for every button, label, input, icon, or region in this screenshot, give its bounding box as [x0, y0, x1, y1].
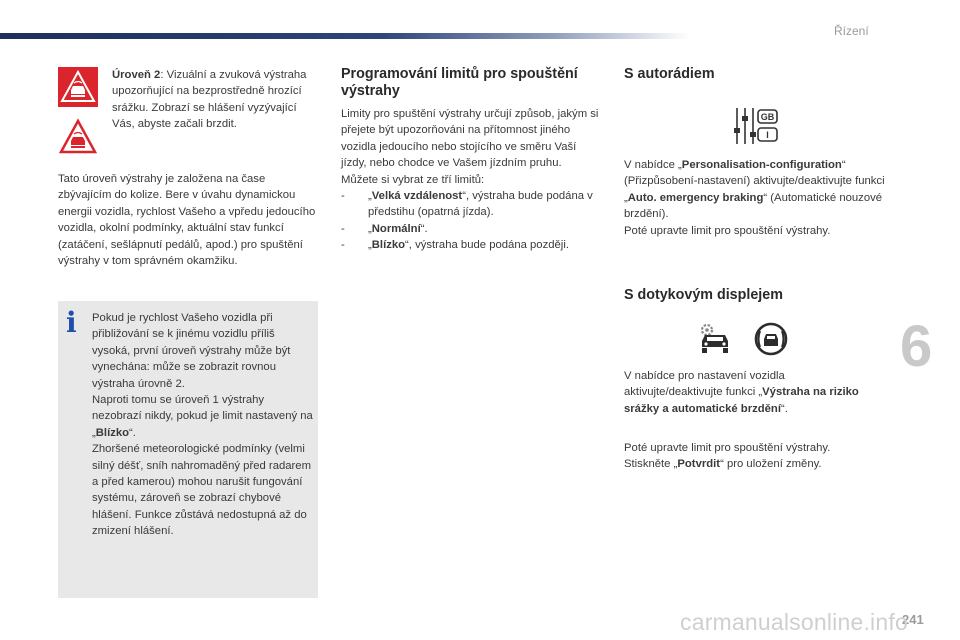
limit-option-close — [341, 237, 603, 253]
collision-warning-outline-icon — [58, 117, 98, 157]
info-paragraph-2 — [92, 392, 314, 441]
option-text: “, výstraha bude podána v předstihu (opatrná jízda). — [368, 190, 593, 219]
option-label: Normální — [371, 222, 421, 235]
page-number: 241 — [902, 612, 924, 627]
level2-text: : Vizuální a zvuková výstraha upozorňující na bezprostředně hrozící srážku. Zobrazí se hlášení vyzývající Vás, abyste začali brzdit. — [112, 69, 307, 131]
dash: - — [341, 239, 345, 252]
touch-function-name: Výstraha na riziko srážky a automatické brzdění — [624, 386, 859, 415]
radio-menu-name: Personalisation-configuration — [681, 159, 842, 171]
info-p2-bold: Blízko — [95, 426, 130, 439]
collision-warning-filled-icon — [58, 67, 98, 107]
radio-heading: S autorádiem — [624, 66, 715, 82]
dash: - — [341, 190, 345, 203]
radio-t4: Poté upravte limit pro spouštění výstrahy. — [624, 224, 831, 237]
level2-description — [112, 67, 317, 133]
touch-t2: “. — [780, 402, 788, 415]
level2-label: Úroveň 2 — [112, 69, 161, 81]
quote: „ — [368, 222, 372, 235]
info-icon: i — [66, 306, 77, 339]
option-label: Blízko — [371, 239, 406, 252]
touch-t1: V nabídce pro nastavení vozidla aktivujte/deaktivujte funkci „ — [624, 370, 785, 399]
header-bar — [0, 33, 690, 39]
touchscreen-instructions — [624, 368, 886, 417]
option-label: Velká vzdálenost — [371, 190, 463, 203]
warning-timing-paragraph: Tato úroveň výstrahy je založena na čase zbývajícím do kolize. Bere v úvahu dynamickou energii vozidla, rychlost Vašeho a vpředu jedoucího vozidla, okolní podmínky, aktuální stav funkcí (zatáčení, sešlápnutí pedálů, apod.) pro spuštění výstrahy v tom správném okamžiku. — [58, 173, 316, 268]
dash: - — [341, 222, 345, 235]
limits-heading: Programování limitů pro spouštění výstrahy — [341, 66, 578, 99]
option-text: “. — [420, 222, 428, 235]
option-text: “, výstraha bude podána později. — [405, 239, 569, 252]
car-settings-icon — [697, 321, 733, 357]
section-title: Řízení — [834, 24, 869, 38]
touch-t3: Poté upravte limit pro spouštění výstrahy. — [624, 442, 831, 454]
touch-t5: “ pro uložení změny. — [720, 458, 822, 471]
chapter-number: 6 — [900, 314, 933, 379]
info-paragraph-1: Pokud je rychlost Vašeho vozidla při přibližování se k jinému vozidlu příliš vysoká, první úroveň výstrahy může být vynechána: může se zobrazit rovnou výstraha úrovně 2. — [92, 312, 291, 390]
limits-choose: Můžete si vybrat ze tří limitů: — [341, 173, 485, 186]
radio-instructions — [624, 157, 886, 239]
quote: „ — [368, 239, 372, 252]
confirm-label: Potvrdit — [677, 458, 721, 471]
radio-function-name: Auto. emergency braking — [627, 191, 764, 204]
info-paragraph-3: Zhoršené meteorologické podmínky (velmi silný déšť, sníh nahromaděný před radarem a před kamerou) mohou narušit fungování systému, zároveň se zobrazí chybové hlášení. Funkce zůstává nedostupná až do zmizení hlášení. — [92, 443, 311, 538]
limits-intro: Limity pro spuštění výstrahy určují způsob, jakým si přejete být upozorňováni na přítomnost jiného vozidla jedoucího nebo stojícího ve směru Vaší jízdy, nebo chodce ve Vašem jízdním pruhu. — [341, 108, 599, 170]
emergency-braking-icon — [754, 322, 788, 356]
quote: „ — [368, 190, 372, 203]
settings-sliders-gb-icon — [733, 106, 779, 146]
info-text — [92, 310, 314, 540]
limit-option-normal — [341, 221, 603, 237]
i-badge-text: I — [766, 130, 769, 140]
limits-content — [341, 106, 603, 254]
watermark: carmanualsonline.info — [680, 609, 908, 635]
info-box — [58, 301, 318, 598]
radio-t3: “ (Automatické nouzové brzdění). — [624, 191, 883, 221]
info-p2-before: Naproti tomu se úroveň 1 výstrahy nezobrazí nikdy, pokud je limit nastavený na „ — [92, 394, 313, 439]
touch-t4: Stiskněte „ — [624, 458, 678, 471]
touchscreen-confirm — [624, 440, 886, 473]
gb-badge-text: GB — [760, 112, 775, 122]
radio-t1: V nabídce „ — [624, 159, 682, 171]
radio-t2: “ (Přizpůsobení-nastavení) aktivujte/deaktivujte funkci „ — [624, 159, 885, 204]
limit-option-far — [341, 188, 603, 221]
info-p2-after: “. — [129, 426, 136, 439]
touchscreen-heading: S dotykovým displejem — [624, 287, 783, 303]
